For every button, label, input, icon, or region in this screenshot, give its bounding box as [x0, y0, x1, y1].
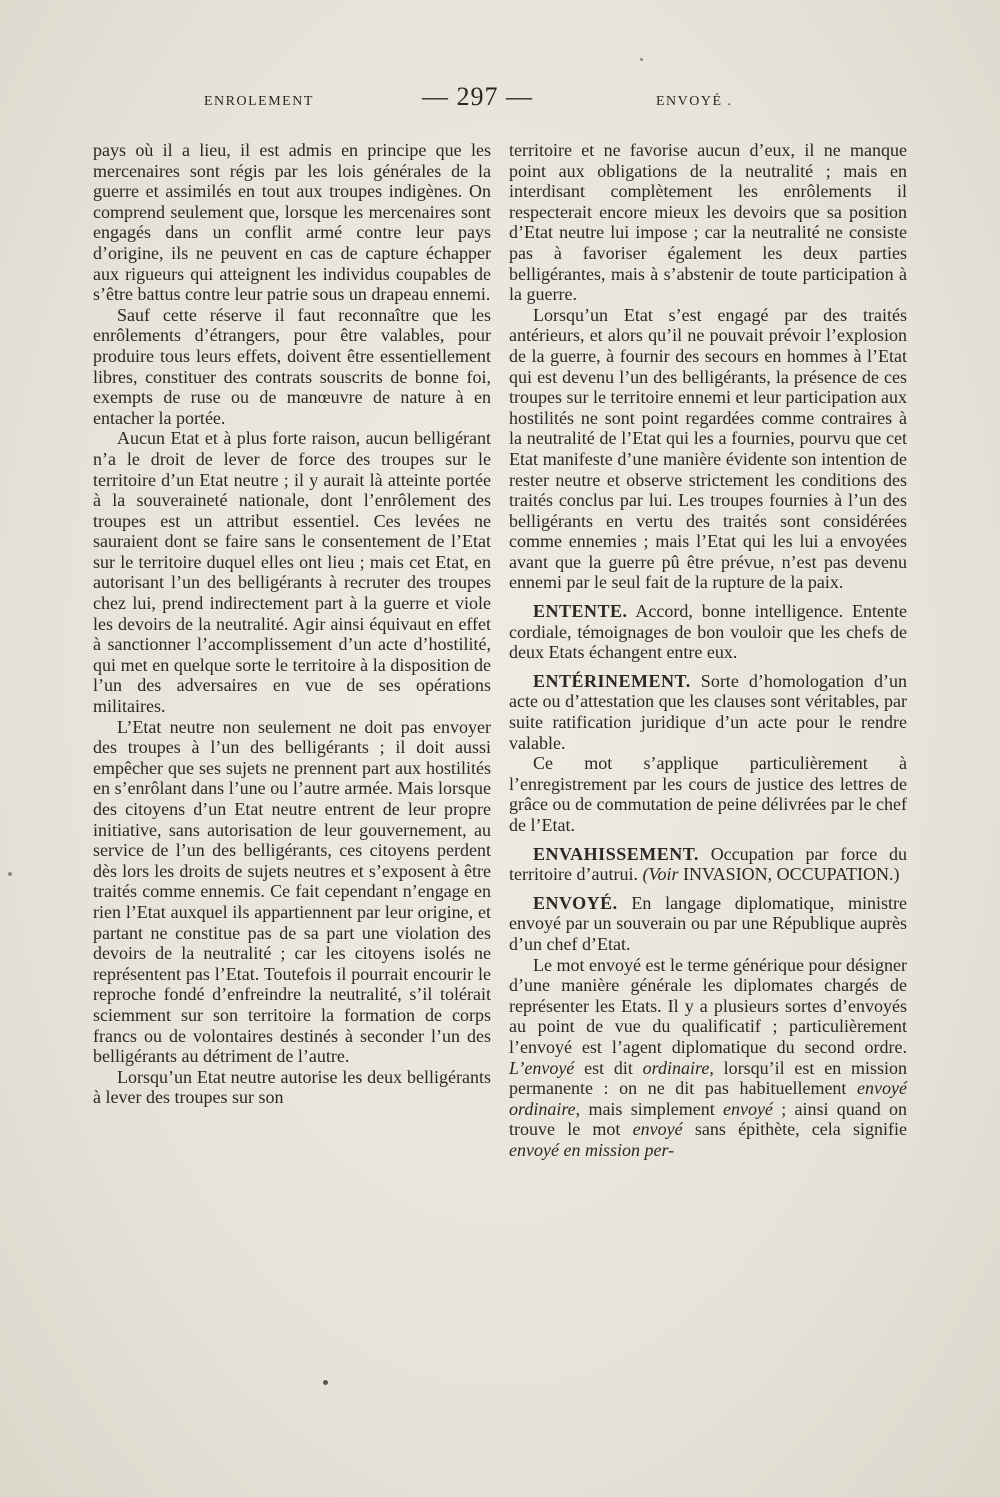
headword: ENVOYÉ.: [533, 892, 618, 913]
text-run: , lorsqu’il est en mission permanente : on ne dit pas habituellement: [509, 1057, 907, 1099]
paragraph: territoire et ne favorise aucun d’eux, il ne manque point aux obligations de la neutralité ; mais en interdisant complètement les enrôlements il respecterait encore mieux les devoirs que sa position d’Etat neutre lui impose ; car la neutralité ne consiste pas à favoriser également les deux parties belligérantes, mais à s’abstenir de toute participation à la guerre.: [509, 140, 907, 305]
cross-reference: INVASION, OCCUPATION.): [678, 864, 900, 885]
print-speck: [8, 872, 12, 876]
dictionary-entry-enterinement: [509, 671, 907, 753]
italic-run: envoyé en mission per-: [509, 1139, 675, 1160]
text-run: , mais simplement: [575, 1098, 723, 1119]
italic-run: envoyé ordinaire: [509, 1078, 907, 1119]
paragraph: [509, 955, 907, 1161]
paragraph: Ce mot s’applique particulièrement à l’enregistrement par les cours de justice des lettres de grâce ou de commutation de peine délivrées par le chef de l’Etat.: [509, 753, 907, 835]
paragraph: L’Etat neutre non seulement ne doit pas envoyer des troupes à l’un des belligérants ; il doit aussi empêcher que ses sujets ne prennent part aux hostilités en s’enrôlant dans l’une ou l’autre armée. Mais lorsque des citoyens d’un Etat neutre entrent de leur propre initiative, sans autorisation de leur gouvernement, au service de l’un des belligérants, ces citoyens perdent dès lors les droits de sujets neutres et s’exposent à être traités comme ennemis. Ce fait cependant n’engage en rien l’Etat auxquel ils appartiennent par leur origine, et partant ne constitue pas de sa part une violation des devoirs de la neutralité ; car les citoyens isolés ne représentent pas l’Etat. Toutefois il pourrait encourir le reproche fondé d’enfreindre la neutralité, s’il tolérait sciemment sur son territoire la formation de corps francs ou de volontaires destinés à seconder l’un des belligérants au détriment de l’autre.: [93, 716, 491, 1067]
entry-text: En langage diplomatique, ministre envoyé par un souverain ou par une République auprès d’un chef d’Etat.: [509, 892, 907, 954]
paragraph: Aucun Etat et à plus forte raison, aucun belligérant n’a le droit de lever de force des troupes sur le territoire d’un Etat neutre ; il y aurait là atteinte portée à la souveraineté nationale, dont l’enrôlement des troupes est un attribut essentiel. Ces levées ne sauraient dont se faire sans le consentement de l’Etat sur le territoire duquel elles ont lieu ; mais cet Etat, en autorisant l’un des belligérants à recruter des troupes chez lui, prend indirectement part à la guerre et viole les devoirs de la neutralité. Agir ainsi équivaut en effet à sanctionner l’accomplissement d’un acte d’hostilité, qui met en quelque sorte le territoire à la disposition de l’un des adversaires en vue de ses opérations militaires.: [93, 428, 491, 717]
entry-text: Occupation par force du territoire d’autrui.: [509, 843, 907, 885]
text-run: sans épithète, cela signifie: [682, 1119, 907, 1140]
headword: ENVAHISSEMENT.: [533, 843, 699, 864]
text-run: Le mot envoyé est le terme générique pour désigner d’une manière générale les diplomates chargés de représenter les Etats. Il y a plusieurs sortes d’envoyés au point de vue du qualificatif ; particulièrement l’envoyé est l’agent diplomatique du second ordre.: [509, 954, 907, 1057]
dictionary-entry-entente: [509, 601, 907, 663]
print-speck: [640, 58, 643, 61]
italic-run: L’envoyé: [509, 1057, 575, 1078]
running-head-left: ENROLEMENT: [204, 94, 314, 109]
headword: ENTÉRINEMENT.: [533, 670, 691, 691]
paragraph: Lorsqu’un Etat neutre autorise les deux belligérants à lever des troupes sur son: [93, 1066, 491, 1108]
italic-run: envoyé: [632, 1119, 683, 1140]
paragraph: Sauf cette réserve il faut reconnaître que les enrôlements d’étrangers, pour être valables, pour produire tous leurs effets, doivent être essentiellement libres, constituer des contrats souscrits de bonne foi, exempts de ruse ou de manœuvre de nature à en entacher la portée.: [93, 304, 491, 428]
text-run: ; ainsi quand on trouve le mot: [509, 1098, 907, 1140]
cross-reference-prefix: (Voir: [642, 864, 679, 885]
italic-run: envoyé: [722, 1098, 773, 1119]
left-column: [93, 140, 491, 1108]
paragraph: Lorsqu’un Etat s’est engagé par des traités antérieurs, et alors qu’il ne pouvait prévoir l’explosion de la guerre, à fournir des secours en hommes à l’Etat qui est devenu l’un des belligérants, la présence de ces troupes sur le territoire ennemi et leur participation aux hostilités ne sont point regardées comme contraires à la neutralité de l’Etat qui les a fournies, pourvu que cet Etat manifeste d’une manière évidente son intention de rester neutre et observe strictement les conditions des traités conclus par lui. Les troupes fournies à l’un des belligérants en vertu des traités sont considérées comme ennemies ; mais l’Etat qui les lui a envoyées avant que la guerre pû être prévue, n’est pas devenu ennemi par le seul fait de la rupture de la paix.: [509, 304, 907, 593]
italic-run: ordinaire: [642, 1057, 710, 1078]
running-head: [92, 82, 902, 122]
page-number: — 297 —: [422, 82, 533, 111]
print-speck: [323, 1380, 328, 1385]
paragraph: pays où il a lieu, il est admis en principe que les mercenaires sont régis par les lois générales de la guerre et assimilés en tout aux troupes indigènes. On comprend seulement que, lorsque les mercenaires sont engagés dans un conflit armé contre leur pays d’origine, ils ne peuvent en cas de capture échapper aux rigueurs qui atteignent les individus coupables de s’être battus contre leur patrie sous un drapeau ennemi.: [93, 140, 491, 305]
dictionary-entry-envahissement: [509, 844, 907, 885]
entry-text: Accord, bonne intelligence. Entente cordiale, témoignages de bon vouloir que les chefs de deux Etats échangent entre eux.: [509, 601, 907, 663]
entry-text: Sorte d’homologation d’un acte ou d’attestation que les clauses sont véritables, par suite ratification juridique d’un acte pour le rendre valable.: [509, 670, 907, 753]
text-run: est dit: [574, 1057, 643, 1078]
running-head-right: ENVOYÉ .: [656, 94, 733, 109]
headword: ENTENTE.: [533, 601, 628, 622]
right-column: [509, 140, 907, 1161]
dictionary-entry-envoye: [509, 893, 907, 955]
